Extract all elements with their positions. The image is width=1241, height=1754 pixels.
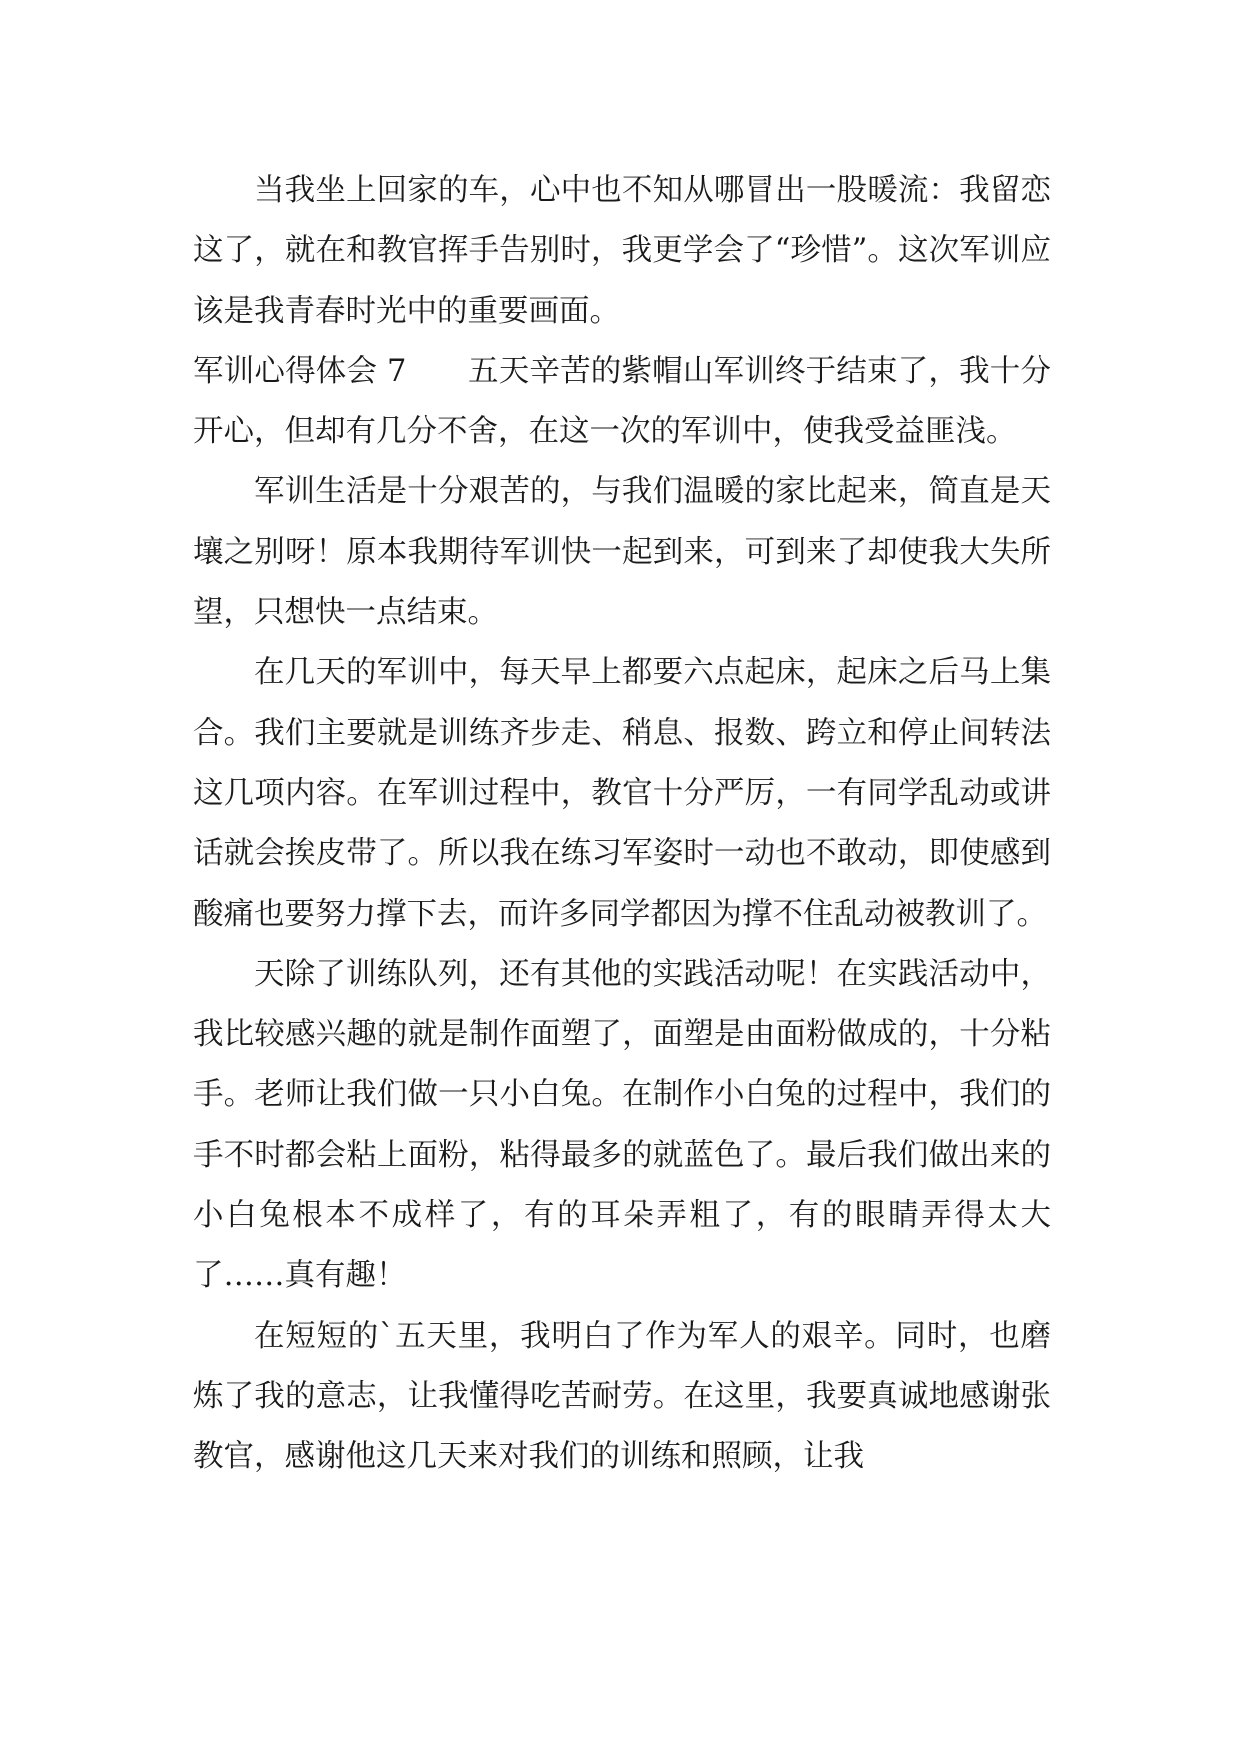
paragraph-4: 在几天的军训中，每天早上都要六点起床，起床之后马上集合。我们主要就是训练齐步走、稍息、报数、跨立和停止间转法这几项内容。在军训过程中，教官十分严厉，一有同学乱动或讲话就会挨皮带了。所以我在练习军姿时一动也不敢动，即使感到酸痛也要努力撑下去，而许多同学都因为撑不住乱动被教训了。 (193, 655, 1051, 932)
paragraph-2-section-heading: 军训心得体会 7 五天辛苦的紫帽山军训终于结束了，我十分开心，但却有几分不舍，在这一次的军训中，使我受益匪浅。 (193, 353, 1051, 450)
paragraph-3: 军训生活是十分艰苦的，与我们温暖的家比起来，简直是天壤之别呀！原本我期待军训快一起到来，可到来了却使我大失所望，只想快一点结束。 (193, 474, 1051, 631)
document-body (193, 161, 1051, 1488)
paragraph-5: 天除了训练队列，还有其他的实践活动呢！在实践活动中，我比较感兴趣的就是制作面塑了，面塑是由面粉做成的，十分粘手。老师让我们做一只小白兔。在制作小白兔的过程中，我们的手不时都会粘上面粉，粘得最多的就蓝色了。最后我们做出来的小白兔根本不成样了，有的耳朵弄粗了，有的眼睛弄得太大了……真有趣！ (193, 956, 1051, 1294)
paragraph-1: 当我坐上回家的车，心中也不知从哪冒出一股暖流：我留恋这了，就在和教官挥手告别时，我更学会了“珍惜”。这次军训应该是我青春时光中的重要画面。 (193, 173, 1051, 329)
paragraph-6: 在短短的`五天里，我明白了作为军人的艰辛。同时，也磨炼了我的意志，让我懂得吃苦耐劳。在这里，我要真诚地感谢张教官，感谢他这几天来对我们的训练和照顾，让我 (193, 1318, 1051, 1475)
